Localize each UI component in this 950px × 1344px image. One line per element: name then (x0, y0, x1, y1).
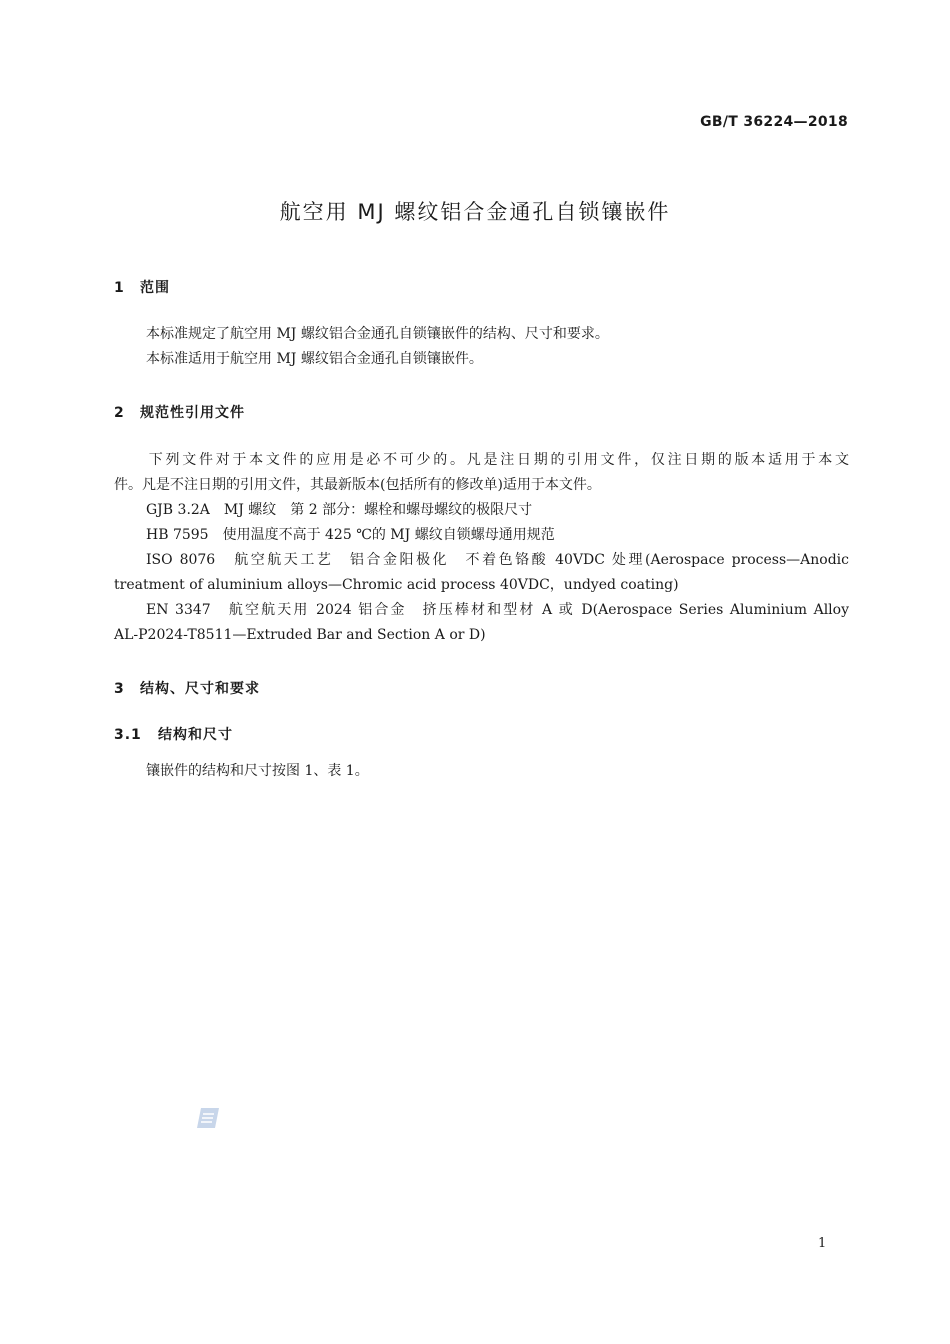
section-title: 结构、尺寸和要求 (140, 681, 260, 697)
section-3-1-heading (114, 724, 233, 744)
section-1-heading (114, 277, 170, 297)
section-2-intro-line-2: 件。凡是不注日期的引用文件，其最新版本(包括所有的修改单)适用于本文件。 (114, 477, 601, 493)
reference-en-line-2: AL-P2024-T8511—Extruded Bar and Section A or D) (114, 627, 486, 643)
section-number: 3.1 (114, 727, 142, 743)
section-3-heading (114, 678, 260, 698)
section-number: 2 (114, 405, 125, 421)
reference-text: GJB 3.2A MJ 螺纹 第 2 部分：螺栓和螺母螺纹的极限尺寸 (146, 502, 533, 518)
section-title: 结构和尺寸 (158, 727, 233, 743)
reference-gjb (114, 498, 849, 523)
section-1-paragraph-2 (114, 347, 849, 372)
reference-text: ISO 8076 航空航天工艺 铝合金阳极化 不着色铬酸 40VDC 处理(Aerospace process—Anodic (146, 552, 849, 568)
section-number: 1 (114, 280, 125, 296)
reference-text: EN 3347 航空航天用 2024 铝合金 挤压棒材和型材 A 或 D(Aerospace Series Aluminium Alloy (146, 602, 849, 618)
section-2-intro-line-1 (114, 448, 849, 473)
paragraph-text: 镶嵌件的结构和尺寸按图 1、表 1。 (146, 763, 369, 779)
reference-iso-line-1 (114, 548, 849, 573)
section-2-heading (114, 402, 245, 422)
page-number: 1 (818, 1236, 827, 1251)
standard-number: GB/T 36224—2018 (700, 114, 848, 130)
paragraph-text: 下列文件对于本文件的应用是必不可少的。凡是注日期的引用文件，仅注日期的版本适用于本文 (146, 452, 849, 468)
paragraph-text: 本标准规定了航空用 MJ 螺纹铝合金通孔自锁镶嵌件的结构、尺寸和要求。 (146, 326, 609, 342)
section-title: 范围 (140, 280, 170, 296)
section-number: 3 (114, 681, 125, 697)
reference-iso-line-2: treatment of aluminium alloys—Chromic acid process 40VDC，undyed coating) (114, 577, 679, 593)
section-title: 规范性引用文件 (140, 405, 245, 421)
publisher-logo-icon (195, 1106, 221, 1130)
document-title: 航空用 MJ 螺纹铝合金通孔自锁镶嵌件 (279, 200, 671, 224)
section-1-paragraph-1 (114, 322, 849, 347)
reference-hb (114, 523, 849, 548)
paragraph-text: 本标准适用于航空用 MJ 螺纹铝合金通孔自锁镶嵌件。 (146, 351, 483, 367)
reference-text: HB 7595 使用温度不高于 425 ℃的 MJ 螺纹自锁螺母通用规范 (146, 527, 555, 543)
section-3-1-paragraph (114, 759, 849, 784)
reference-en-line-1 (114, 598, 849, 623)
